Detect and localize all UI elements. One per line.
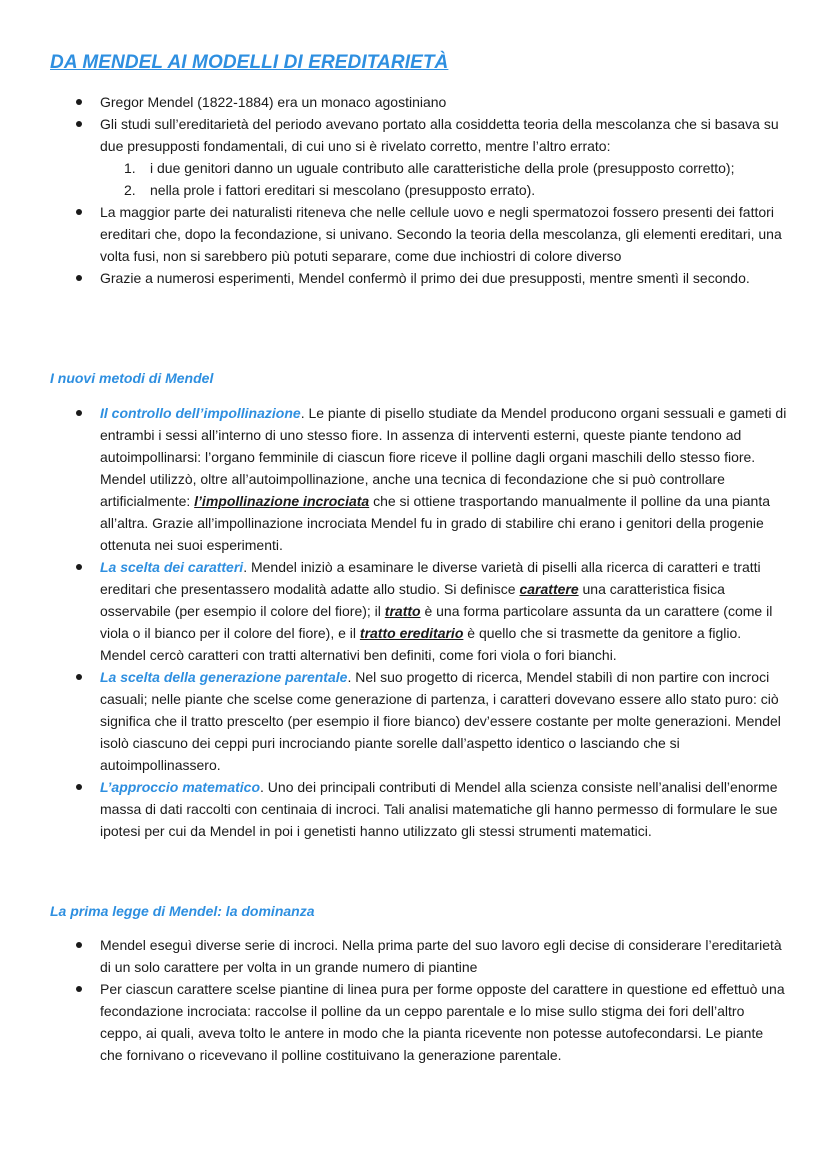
keyword: L’approccio matematico (100, 779, 261, 795)
numbered-item-text: i due genitori danno un uguale contributo alle caratteristiche della prole (presupposto corretto); (150, 160, 735, 176)
numbered-item-text: nella prole i fattori ereditari si mescolano (presupposto errato). (150, 182, 536, 198)
keyword: La scelta della generazione parentale (100, 669, 348, 685)
metodi-section (0, 402, 828, 842)
section-heading-metodi: I nuovi metodi di Mendel (50, 370, 214, 386)
item-text: è quello che si trasmette da genitore a figlio. Mendel cercò caratteri con tratti alternativi ben definiti, come fori viola o fori bianchi. (100, 625, 742, 663)
list-item (0, 267, 828, 289)
numbered-list (100, 157, 788, 201)
intro-bullet-text: La maggior parte dei naturalisti riteneva che nelle cellule uovo e negli spermatozoi fossero presenti dei fattori ereditari che, dopo la fecondazione, si univano. Secondo la teoria della mescolanza, gli elementi ereditari, una volta fusi, non si sarebbero più potuti separare, come due inchiostri di colore diverso (100, 204, 782, 264)
item-text: . Mendel iniziò a esaminare le diverse varietà di piselli alla ricerca di caratteri e tratti ereditari che presentassero modalità adatte allo studio. Si definisce (100, 559, 761, 597)
list-item (0, 113, 828, 201)
item-text: Per ciascun carattere scelse piantine di linea pura per forme opposte del carattere in questione ed effettuò una fecondazione incrociata: raccolse il polline da un ceppo parentale e lo mise sullo stigma dei fori dell’altro ceppo, ai quali, aveva tolto le antere in modo che la pianta ricevente non potesse autofecondarsi. Le piante che fornivano o ricevevano il polline costituivano la generazione parentale. (100, 981, 785, 1063)
list-item (0, 776, 828, 842)
item-text: Mendel eseguì diverse serie di incroci. Nella prima parte del suo lavoro egli decise di considerare l’ereditarietà di un solo carattere per volta in un grande numero di piantine (100, 937, 782, 975)
page-title: DA MENDEL AI MODELLI DI EREDITARIETÀ (50, 52, 449, 73)
keyword: Il controllo dell’impollinazione (100, 405, 301, 421)
intro-bullet-text: Gli studi sull’ereditarietà del periodo avevano portato alla cosiddetta teoria della mescolanza che si basava su due presupposti fondamentali, di cui uno si è rivelato corretto, mentre l’altro errato: (100, 116, 779, 154)
intro-list (0, 91, 828, 289)
item-text: . Le piante di pisello studiate da Mendel producono organi sessuali e gameti di entrambi i sessi all’interno di uno stesso fiore. In assenza di interventi esterni, queste piante tendono ad autoimpollinarsi: l’organo femminile di ciascun fiore riceve il polline dagli organi maschili dello stesso fiore. Mendel utilizzò, oltre all’autoimpollinazione, anche una tecnica di fecondazione che si può controllare artificialmente: (100, 405, 787, 509)
item-text: . Uno dei principali contributi di Mendel alla scienza consiste nell’analisi dell’enorme massa di dati raccolti con centinaia di incroci. Tali analisi matematiche gli hanno permesso di formulare le sue ipotesi per cui da Mendel in poi i genetisti hanno utilizzato gli stessi strumenti matematici. (100, 779, 778, 839)
defined-term: carattere (519, 581, 579, 597)
list-item (0, 91, 828, 113)
list-item (0, 978, 828, 1066)
section-heading-dominanza: La prima legge di Mendel: la dominanza (50, 903, 315, 919)
intro-bullet-text: Gregor Mendel (1822-1884) era un monaco agostiniano (100, 94, 447, 110)
item-text: una caratteristica fisica osservabile (per esempio il colore del fiore); il (100, 581, 725, 619)
intro-bullet-text: Grazie a numerosi esperimenti, Mendel confermò il primo dei due presupposti, mentre smentì il secondo. (100, 270, 750, 286)
defined-term: l’impollinazione incrociata (194, 493, 370, 509)
item-text: è una forma particolare assunta da un carattere (come il viola o il bianco per il colore del fiore), e il (100, 603, 773, 641)
defined-term: tratto (384, 603, 421, 619)
list-item (0, 556, 828, 666)
numbered-item (100, 157, 788, 179)
list-item (0, 201, 828, 267)
list-item (0, 402, 828, 556)
item-number: 2. (124, 182, 136, 198)
metodi-list (0, 402, 828, 842)
dominanza-list (0, 934, 828, 1066)
list-item (0, 934, 828, 978)
intro-section (0, 91, 828, 289)
list-item (0, 666, 828, 776)
numbered-item (100, 179, 788, 201)
item-number: 1. (124, 160, 136, 176)
dominanza-section (0, 934, 828, 1066)
defined-term: tratto ereditario (359, 625, 464, 641)
item-text: . Nel suo progetto di ricerca, Mendel stabilì di non partire con incroci casuali; nelle piante che scelse come generazione di partenza, i caratteri dovevano essere allo stato puro: ciò significa che il tratto prescelto (per esempio il fiore bianco) dev’essere costante per molte generazioni. Mendel isolò ciascuno dei ceppi puri incrociando piante sorelle dall’aspetto identico o lasciando che si autoimpollinassero. (100, 669, 781, 773)
item-text: che si ottiene trasportando manualmente il polline da una pianta all’altra. Grazie all’impollinazione incrociata Mendel fu in grado di stabilire chi erano i genitori della progenie ottenuta nei suoi esperimenti. (100, 493, 771, 553)
keyword: La scelta dei caratteri (100, 559, 244, 575)
